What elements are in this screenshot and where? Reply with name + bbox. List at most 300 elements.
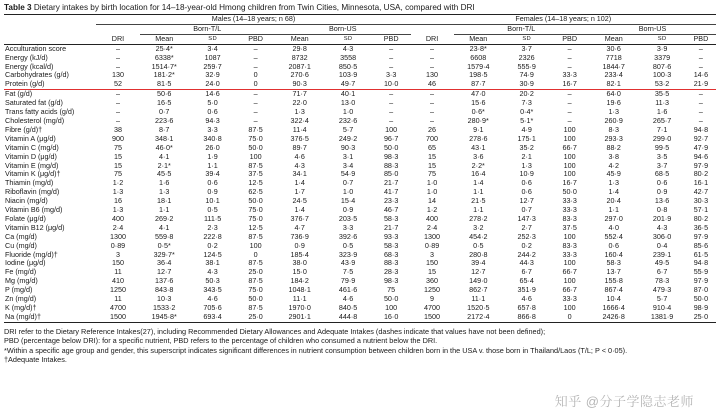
table-cell: 1·4 (294, 179, 305, 188)
table-cell: – (389, 89, 394, 99)
table-cell: 479·3 (652, 286, 672, 295)
table-cell: 10·9 (519, 170, 534, 179)
table-cell: – (567, 99, 572, 108)
table-cell: 0 (253, 250, 258, 259)
table-cell: 222·8 (203, 232, 222, 241)
males-born-tl-header: Born-T/L (140, 24, 275, 34)
table-cell: 3·7 (656, 161, 668, 170)
nutrient-label: Vitamin B12 (μg/d) (5, 223, 65, 232)
table-cell: 454·2 (469, 232, 488, 241)
table-cell: 6·7 (521, 268, 532, 277)
table-cell: – (115, 108, 120, 117)
table-cell: 7·3 (521, 99, 532, 108)
col-header-sd: SD (208, 35, 217, 42)
table-cell: 34·1 (292, 170, 307, 179)
nutrient-label: Fat (g/d) (5, 89, 33, 99)
table-cell: 5·1* (520, 116, 534, 125)
table-cell: 410 (111, 277, 124, 286)
table-cell: 0·6 (608, 241, 619, 250)
table-cell: 43·1 (471, 143, 486, 152)
table-cell: 0·5 (207, 206, 218, 215)
table-cell: 185·4 (290, 250, 309, 259)
table-cell: 2·1 (521, 152, 532, 161)
table-cell: 0·6 (656, 179, 668, 188)
table-cell: 98·9 (693, 304, 709, 312)
table-row (4, 80, 716, 89)
table-cell: 866·8 (517, 312, 536, 321)
table-cell: – (115, 99, 120, 108)
table-cell: 50·0 (562, 188, 577, 197)
table-cell: 1666·4 (602, 304, 625, 312)
table-cell: 850·5 (338, 62, 358, 71)
col-header-mean: Mean (290, 34, 309, 43)
table-cell: 30·9 (503, 80, 550, 89)
table-cell: 14·6 (205, 89, 220, 99)
table-cell: 130 (111, 71, 124, 80)
table-cell: 1·3 (159, 188, 170, 197)
table-cell: 1·2 (112, 179, 124, 188)
table-cell: 39·4 (471, 259, 486, 268)
table-row (4, 99, 716, 108)
table-cell: 75 (387, 286, 396, 295)
table-cell: 74·9 (519, 71, 534, 80)
table-cell: 150 (426, 259, 439, 268)
nutrient-label: Fe (mg/d) (5, 268, 37, 277)
nutrient-label: Protein (g/d) (4, 80, 96, 89)
table-cell: 0·5 (473, 241, 484, 250)
col-header-sd: SD (343, 35, 353, 42)
table-cell: – (698, 116, 703, 125)
table-cell: 1300 (424, 232, 441, 241)
table-row (4, 259, 716, 268)
table-cell: 0·7 (159, 108, 170, 117)
table-cell: 37·5 (562, 223, 577, 232)
col-header-pbd: PBD (248, 34, 263, 43)
table-cell: 100 (563, 304, 576, 312)
table-cell: 2901·1 (288, 312, 311, 321)
table-cell: 392·6 (338, 232, 358, 241)
table-cell: 4·3 (656, 223, 668, 232)
table-row (4, 170, 716, 179)
table-cell: 11·1 (471, 295, 486, 304)
table-cell: 30·6 (606, 44, 621, 53)
table-cell: 1250 (424, 286, 441, 295)
table-cell: 867·4 (604, 286, 623, 295)
table-cell: 66·7 (562, 286, 577, 295)
table-row (4, 251, 716, 260)
col-header-pbd: PBD (562, 34, 578, 43)
table-cell: 239·1 (652, 250, 672, 259)
table-cell: 0·9 (656, 188, 668, 197)
table-cell: 306·0 (652, 232, 672, 241)
table-cell: 21·7 (383, 179, 399, 188)
table-cell: – (115, 62, 120, 71)
nutrient-label: Niacin (mg/d) (5, 197, 48, 206)
table-cell: 103·9 (338, 71, 358, 80)
table-cell: 1·1 (608, 206, 619, 215)
females-born-tl-header: Born-T/L (454, 24, 589, 34)
table-cell: – (389, 44, 394, 53)
nutrient-label: Mg (mg/d) (5, 277, 38, 286)
table-row (4, 162, 716, 171)
table-cell: 9·1 (473, 125, 484, 134)
table-cell: 555·9 (517, 62, 536, 71)
table-cell: 843·8 (155, 286, 174, 295)
table-cell: 0·8 (656, 206, 668, 215)
table-cell: – (430, 44, 435, 53)
table-cell: 0·2 (521, 241, 532, 250)
table-cell: 75·0 (248, 286, 263, 295)
table-cell: 705·6 (203, 304, 222, 312)
table-row (4, 117, 716, 126)
table-cell: 13·7 (606, 268, 621, 277)
table-cell: 278·2 (469, 214, 488, 223)
col-header-sd: SD (522, 35, 531, 42)
table-cell: – (567, 116, 572, 125)
table-cell: 75 (428, 170, 437, 179)
table-cell: 4·6 (342, 295, 354, 304)
nutrient-label: Vitamin K (μg/d)† (5, 170, 61, 179)
table-cell: 100 (563, 277, 576, 286)
table-cell: 840·5 (338, 304, 358, 312)
footnote-dri: DRI refer to the Dietary Reference Intakes(27), including Recommended Dietary Allowances and Adequate Intakes (dashes indicate that values have not been defined); (4, 326, 546, 336)
table-cell: 8732 (291, 53, 308, 62)
table-cell: 100 (563, 259, 576, 268)
table-cell: 2326 (518, 53, 535, 62)
table-cell: 47·9 (693, 143, 709, 152)
table-cell: 4·0 (608, 223, 619, 232)
table-cell: 66·7 (562, 268, 577, 277)
table-cell: 38·1 (205, 259, 220, 268)
table-cell: 65·4 (519, 277, 534, 286)
table-cell: 39·4 (205, 170, 220, 179)
table-cell: 4700 (424, 304, 441, 312)
table-cell: 7·5 (342, 268, 354, 277)
table-cell: 16·4 (471, 170, 486, 179)
table-cell: 94·3 (205, 116, 220, 125)
table-cell: 42·7 (693, 188, 709, 197)
table-cell: 24·0 (189, 80, 236, 89)
footnotes (4, 327, 716, 365)
males-born-us-header: Born-US (275, 24, 411, 34)
table-cell: – (430, 53, 435, 62)
table-cell: 1·0 (342, 188, 354, 197)
table-cell: 736·9 (290, 232, 309, 241)
table-cell: 270·6 (290, 71, 309, 80)
table-cell: 7·1 (656, 125, 668, 134)
table-cell: 2·2* (471, 161, 485, 170)
table-cell: 0 (236, 80, 275, 89)
table-cell: 15·6 (471, 99, 486, 108)
table-cell: 75 (113, 170, 122, 179)
nutrient-label: Trans fatty acids (g/d) (5, 108, 75, 117)
table-cell: 25·0 (248, 312, 263, 321)
table-cell: 11·4 (292, 125, 307, 134)
table-cell: 198·5 (469, 71, 488, 80)
table-row (4, 277, 716, 286)
table-row (4, 233, 716, 242)
table-cell: – (698, 89, 703, 99)
table-cell: 79·9 (340, 277, 356, 286)
nutrient-label: Folate (μg/d) (5, 214, 46, 223)
table-cell: 20·2 (519, 89, 534, 99)
table-cell: 4·1 (159, 152, 170, 161)
table-row (4, 153, 716, 162)
table-cell: 269·2 (155, 214, 174, 223)
table-cell: 3·6 (473, 152, 484, 161)
table-cell: 15 (428, 268, 437, 277)
dietary-intake-table (4, 14, 716, 323)
table-cell: 57·1 (693, 206, 709, 215)
table-cell: 98·3 (383, 277, 399, 286)
nutrient-label: Zn (mg/d) (5, 295, 37, 304)
table-cell: 400 (426, 214, 439, 223)
table-cell: 83·3 (562, 214, 577, 223)
table-cell: 38 (113, 125, 122, 134)
table-cell: 81·5 (140, 80, 189, 89)
table-cell: 900 (111, 134, 124, 143)
table-cell: 862·7 (469, 286, 488, 295)
table-cell: – (567, 53, 572, 62)
table-cell: 4·9 (521, 125, 532, 134)
table-cell: 1579·4 (467, 62, 490, 71)
table-cell: 444·8 (338, 312, 358, 321)
table-cell: 21·7 (383, 223, 399, 232)
nutrient-label: Vitamin A (μg/d) (5, 134, 56, 143)
watermark: 知乎 @分子学隐志老师 (554, 394, 694, 409)
table-cell: 1844·7 (602, 62, 625, 71)
table-cell: 3·3 (207, 125, 218, 134)
table-cell: 10·4 (606, 295, 621, 304)
table-cell: 13·0 (340, 99, 356, 108)
nutrient-label: Cu (mg/d) (5, 241, 37, 250)
table-cell: 10·3 (157, 295, 172, 304)
table-cell: 4·6 (521, 295, 532, 304)
table-cell: 0·6 (207, 108, 218, 117)
table-cell: 46·0* (155, 143, 173, 152)
table-cell: – (389, 99, 394, 108)
nutrient-label: Fibre (g/d)† (5, 125, 43, 134)
table-cell: 201·9 (652, 214, 672, 223)
table-cell: 100·3 (652, 71, 672, 80)
table-cell: 3·1 (342, 152, 354, 161)
table-cell: 1·3 (112, 188, 124, 197)
table-cell: 52 (96, 80, 139, 89)
table-cell: 1·1 (473, 206, 484, 215)
table-cell: 18·1 (157, 197, 172, 206)
table-title: Dietary intakes by birth location for 14–18-year-old Hmong children from Twin Cities, Minnesota, USA, compared with DRI (31, 3, 475, 12)
table-cell: 657·8 (517, 304, 536, 312)
nutrient-label: P (mg/d) (5, 286, 33, 295)
table-cell: 0·7 (342, 179, 354, 188)
table-cell: 24·5 (292, 197, 307, 206)
table-cell: 16·5 (157, 99, 172, 108)
col-header-pbd: PBD (383, 34, 399, 43)
table-cell: 35·2 (519, 143, 534, 152)
table-cell: 0·6* (471, 108, 485, 117)
table-cell: 0·5* (157, 241, 171, 250)
table-cell: 49·5 (654, 259, 670, 268)
table-cell: 8·3 (608, 125, 619, 134)
table-cell: 4·7 (294, 223, 305, 232)
table-cell: – (389, 62, 394, 71)
table-row (4, 313, 716, 322)
table-cell: 46 (411, 80, 454, 89)
table-cell: 92·7 (693, 134, 709, 143)
table-cell: 4·1 (159, 223, 170, 232)
table-cell: 0·9 (294, 241, 305, 250)
table-cell: – (389, 108, 394, 117)
table-cell: 8·7 (159, 125, 170, 134)
table-cell: 233·4 (604, 71, 623, 80)
table-cell: 1048·1 (288, 286, 311, 295)
table-cell: 16 (113, 197, 122, 206)
table-cell: 1·3 (608, 179, 619, 188)
table-cell: 293·3 (604, 134, 623, 143)
table-cell: 15 (113, 161, 122, 170)
table-cell: 98·3 (383, 152, 399, 161)
table-row (4, 71, 716, 80)
table-cell: 87·5 (248, 304, 263, 312)
table-cell: 22·0 (292, 99, 307, 108)
table-cell: 87·5 (248, 161, 263, 170)
table-cell: – (253, 116, 258, 125)
table-cell: 376·5 (290, 134, 309, 143)
table-cell: 693·4 (203, 312, 222, 321)
table-cell: – (430, 108, 435, 117)
table-cell: – (567, 44, 572, 53)
table-cell: – (430, 116, 435, 125)
table-cell: 90·3 (340, 143, 356, 152)
nutrient-label: Fluoride (mg/d)† (5, 250, 58, 259)
table-cell: 559·8 (155, 232, 174, 241)
table-cell: 807·6 (652, 62, 672, 71)
table-cell: 400 (111, 214, 124, 223)
table-cell: 0·4* (520, 108, 534, 117)
table-cell: 280·9* (467, 116, 489, 125)
table-cell: 6338* (154, 53, 174, 62)
table-row (4, 63, 716, 72)
table-cell: 32·9 (205, 71, 220, 80)
table-row (4, 108, 716, 117)
table-cell: – (253, 44, 258, 53)
table-cell: – (115, 53, 120, 62)
table-row (4, 286, 716, 295)
females-born-us-header: Born-US (589, 24, 716, 34)
table-cell: 181·2* (153, 71, 175, 80)
table-cell: 96·7 (383, 134, 399, 143)
table-cell: 5·0 (207, 99, 218, 108)
table-cell: 14 (428, 197, 437, 206)
nutrient-label: Acculturation score (5, 44, 67, 53)
table-cell: 4700 (109, 304, 126, 312)
table-cell: – (115, 116, 120, 125)
table-cell: 68·3 (383, 250, 399, 259)
table-cell: 68·5 (654, 170, 670, 179)
table-cell: – (253, 89, 258, 99)
table-cell: 2087·1 (288, 62, 311, 71)
table-cell: 47·0 (471, 89, 486, 99)
table-cell: – (253, 108, 258, 117)
table-cell: – (567, 108, 572, 117)
col-header-mean: Mean (155, 34, 174, 43)
table-cell: 40·1 (340, 89, 356, 99)
table-cell: 66·7 (562, 143, 577, 152)
table-cell: 75·0 (248, 214, 263, 223)
table-cell: 1500 (109, 312, 126, 321)
table-cell: 100 (563, 161, 576, 170)
table-cell: 88·3 (383, 161, 399, 170)
table-cell: 16·7 (562, 179, 577, 188)
table-cell: 100 (563, 170, 576, 179)
table-cell: 11·3 (655, 99, 670, 108)
table-cell: 16·7 (550, 80, 589, 89)
table-cell: 49·7 (324, 80, 371, 89)
table-cell: 3 (115, 250, 120, 259)
table-cell: 36·5 (693, 223, 709, 232)
table-cell: 25·0 (693, 312, 709, 321)
table-cell: 53·2 (638, 80, 685, 89)
table-cell: 15·0 (292, 268, 307, 277)
table-cell: 4·3 (342, 44, 354, 53)
table-cell: – (253, 62, 258, 71)
table-cell: 62·5 (248, 188, 263, 197)
table-cell: 19·6 (606, 99, 621, 108)
table-cell: 94·8 (693, 259, 709, 268)
table-row (4, 304, 716, 313)
nutrient-label: Saturated fat (g/d) (5, 99, 63, 108)
table-cell: 12·5 (248, 179, 263, 188)
table-cell: 12·7 (157, 268, 172, 277)
table-cell: 100 (563, 232, 576, 241)
table-cell: 0·4 (656, 241, 668, 250)
table-cell: 4·3 (294, 161, 305, 170)
table-cell: 15 (113, 152, 122, 161)
col-header-pbd: PBD (693, 34, 709, 43)
table-cell: 3·3 (385, 71, 397, 80)
table-cell: 9 (430, 295, 435, 304)
table-cell: – (430, 89, 435, 99)
table-label: Table 3 (4, 3, 32, 12)
table-cell: 700 (426, 134, 439, 143)
table-cell: 94·8 (693, 125, 709, 134)
table-cell: 175·1 (517, 134, 536, 143)
table-cell: 137·6 (155, 277, 174, 286)
table-cell: 12·5 (248, 223, 263, 232)
col-header-mean: Mean (469, 34, 488, 43)
table-cell: 3379 (654, 53, 671, 62)
nutrient-label: K (mg/d)† (5, 304, 37, 312)
table-row (4, 197, 716, 206)
table-cell: 50·6 (157, 89, 172, 99)
table-cell: 13·6 (654, 197, 670, 206)
footnote-adequate-intakes: †Adequate Intakes. (4, 355, 67, 365)
nutrient-label: Vitamin D (μg/d) (5, 152, 57, 161)
table-cell: 46·7 (383, 206, 399, 215)
table-cell: 50·0 (383, 295, 399, 304)
table-cell: 360 (426, 277, 439, 286)
table-cell: 1·1 (159, 206, 170, 215)
table-cell: 351·9 (517, 286, 536, 295)
table-cell: 1·6 (159, 179, 170, 188)
table-cell: 61·5 (693, 250, 709, 259)
table-cell: 4·2 (608, 161, 619, 170)
table-cell: – (698, 108, 703, 117)
table-cell: 78·3 (654, 277, 670, 286)
table-cell: 100 (249, 241, 262, 250)
table-cell: 87·5 (248, 232, 263, 241)
table-cell: 0 (567, 312, 572, 321)
